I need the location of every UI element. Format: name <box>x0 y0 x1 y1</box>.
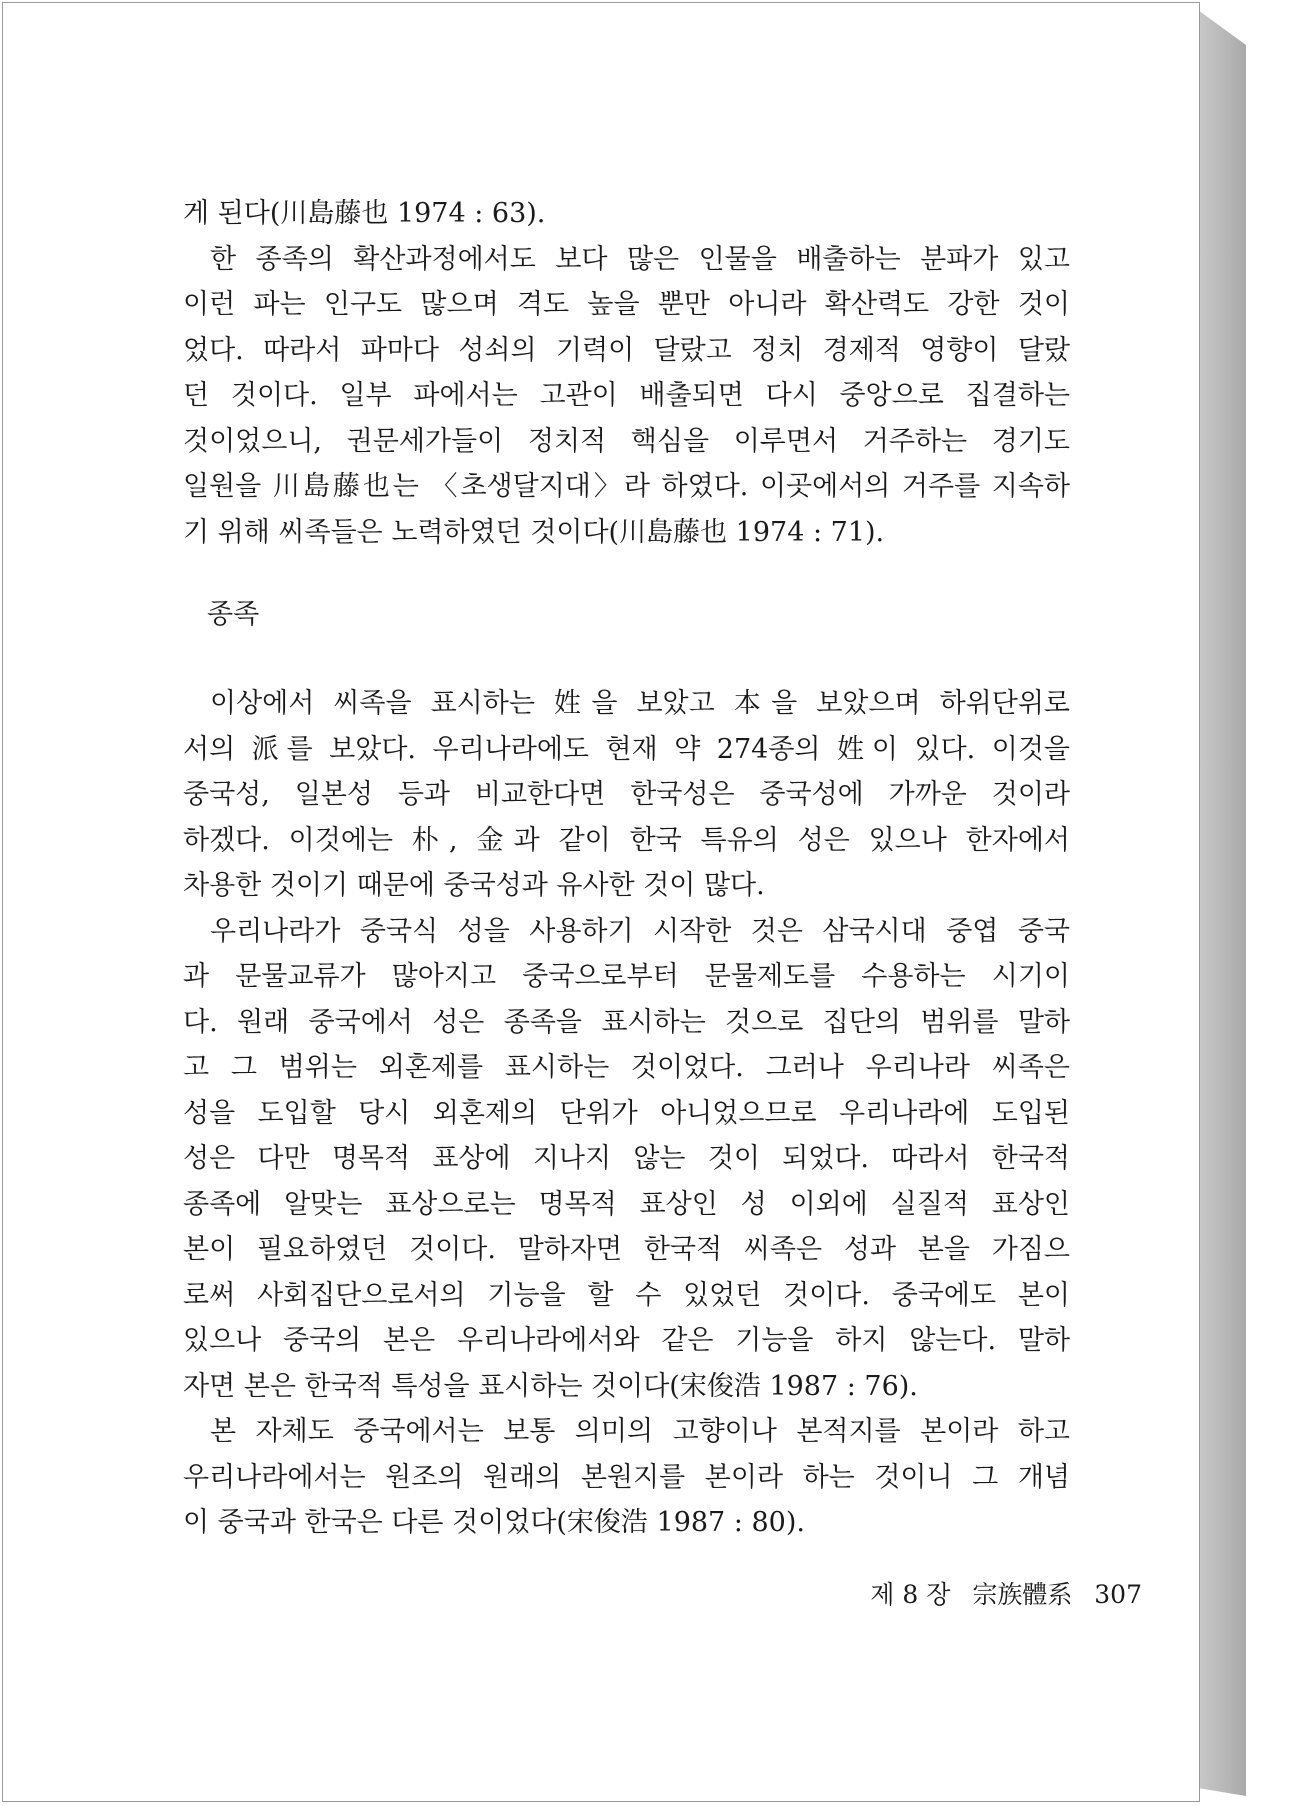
page-edge-shadow <box>1198 10 1246 1796</box>
text-line: 이 중국과 한국은 다른 것이었다(宋俊浩 1987 : 80). <box>183 1507 805 1538</box>
text-line: 것이었으니, 권문세가들이 정치적 핵심을 이루면서 거주하는 경기도 <box>183 425 1070 457</box>
text-line: 던 것이다. 일부 파에서는 고관이 배출되면 다시 중앙으로 집결하는 <box>183 380 1070 411</box>
text-line: 본이 필요하였던 것이다. 말하자면 한국적 씨족은 성과 본을 가짐으 <box>183 1234 1070 1265</box>
text-line: 한 종족의 확산과정에서도 보다 많은 인물을 배출하는 분파가 있고 <box>210 243 1070 275</box>
text-line: 기 위해 씨족들은 노력하였던 것이다(川島藤也 1974 : 71). <box>183 516 885 548</box>
text-block-top <box>183 191 1070 555</box>
text-line: 성을 도입할 당시 외혼제의 단위가 아니었으므로 우리나라에 도입된 <box>183 1097 1070 1129</box>
text-line: 과 문물교류가 많아지고 중국으로부터 문물제도를 수용하는 시기이 <box>183 961 1070 992</box>
footer-chapter-title: 宗族體系 <box>972 1580 1073 1609</box>
section-heading: 종족 <box>207 599 260 630</box>
text-line: 우리나라에서는 원조의 원래의 본원지를 본이라 하는 것이니 그 개념 <box>183 1461 1070 1493</box>
text-line: 중국성, 일본성 등과 비교한다면 한국성은 중국성에 가까운 것이라 <box>183 779 1070 810</box>
text-line: 일원을 川島藤也는 〈초생달지대〉라 하였다. 이곳에서의 거주를 지속하 <box>183 471 1070 502</box>
text-line: 었다. 따라서 파마다 성쇠의 기력이 달랐고 정치 경제적 영향이 달랐 <box>183 334 1070 366</box>
text-line: 자면 본은 한국적 특성을 표시하는 것이다(宋俊浩 1987 : 76). <box>183 1370 918 1402</box>
text-line: 다. 원래 중국에서 성은 종족을 표시하는 것으로 집단의 범위를 말하 <box>183 1006 1070 1038</box>
text-line: 게 된다(川島藤也 1974 : 63). <box>183 198 546 229</box>
text-line: 로써 사회집단으로서의 기능을 할 수 있었던 것이다. 중국에도 본이 <box>183 1279 1070 1311</box>
text-line: 성은 다만 명목적 표상에 지나지 않는 것이 되었다. 따라서 한국적 <box>183 1143 1070 1174</box>
text-line: 이런 파는 인구도 많으며 격도 높을 뿐만 아니라 확산력도 강한 것이 <box>183 289 1070 320</box>
text-line: 고 그 범위는 외혼제를 표시하는 것이었다. 그러나 우리나라 씨족은 <box>183 1052 1070 1083</box>
text-line: 서의 派를 보았다. 우리나라에도 현재 약 274종의 姓이 있다. 이것을 <box>183 733 1070 765</box>
text-line: 차용한 것이기 때문에 중국성과 유사한 것이 많다. <box>183 870 765 901</box>
text-line: 하겠다. 이것에는 朴, 金과 같이 한국 특유의 성은 있으나 한자에서 <box>183 824 1070 856</box>
text-line: 이상에서 씨족을 표시하는 姓을 보았고 本을 보았으며 하위단위로 <box>210 688 1070 719</box>
text-block-body <box>183 681 1070 1546</box>
text-line: 종족에 알맞는 표상으로는 명목적 표상인 성 이외에 실질적 표상인 <box>183 1188 1070 1220</box>
text-line: 있으나 중국의 본은 우리나라에서와 같은 기능을 하지 않는다. 말하 <box>183 1325 1070 1356</box>
page-number: 307 <box>1094 1580 1142 1609</box>
page-footer <box>856 1575 1142 1611</box>
footer-chapter: 제 8 장 <box>870 1580 951 1609</box>
text-line: 우리나라가 중국식 성을 사용하기 시작한 것은 삼국시대 중엽 중국 <box>210 915 1070 947</box>
text-line: 본 자체도 중국에서는 보통 의미의 고향이나 본적지를 본이라 하고 <box>210 1416 1070 1447</box>
